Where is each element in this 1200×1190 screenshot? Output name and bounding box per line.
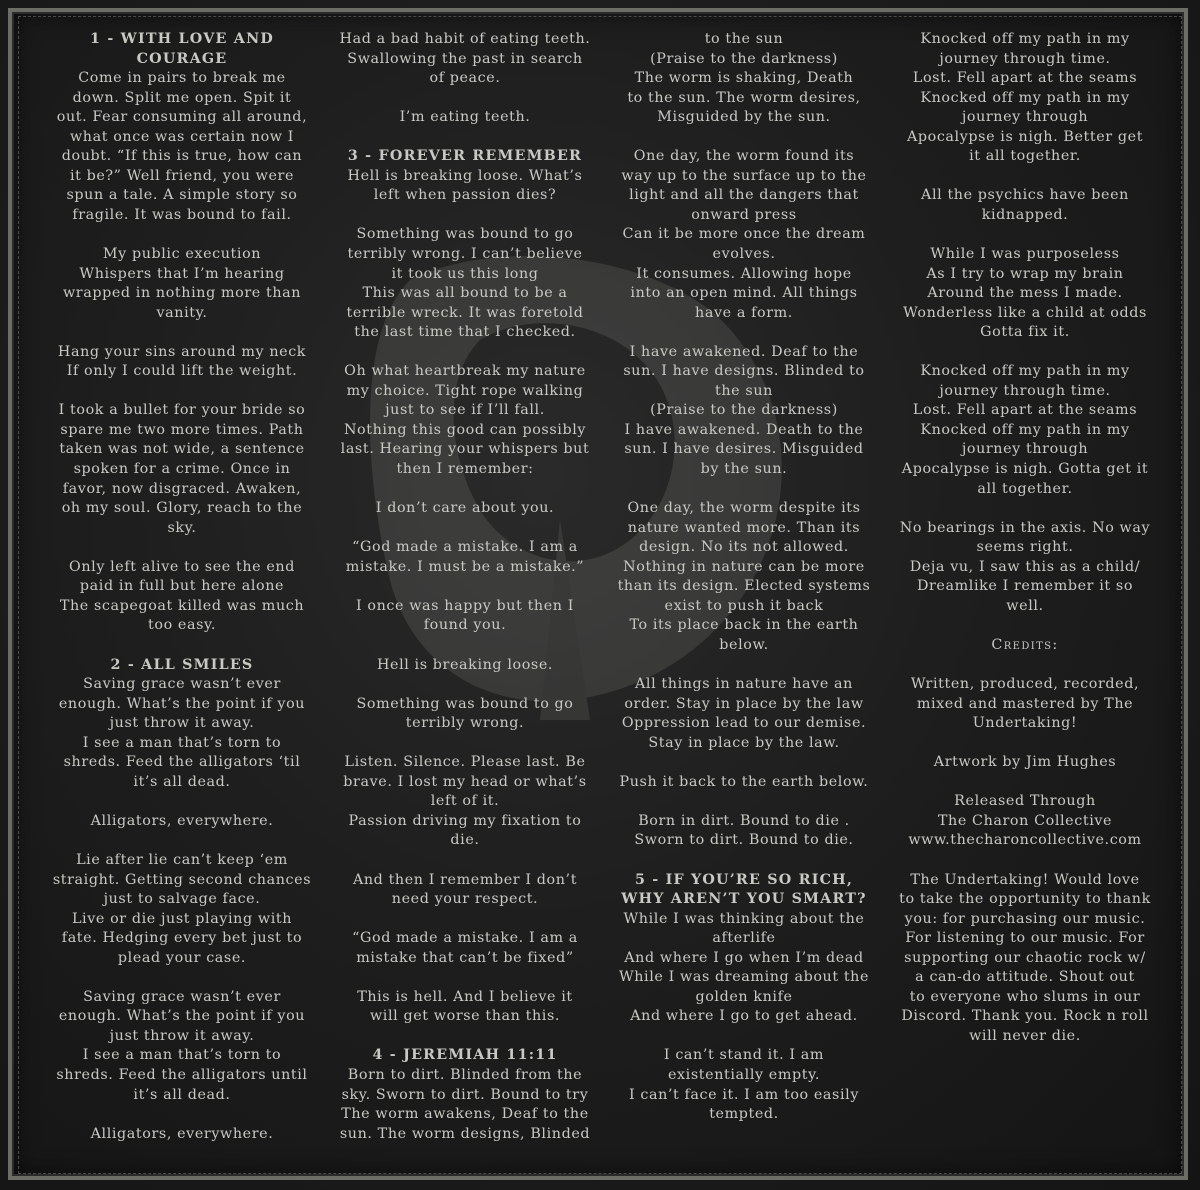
text-line: To its place back in the earth — [629, 617, 859, 634]
text-line: just to see if I’ll fall. — [385, 402, 545, 419]
text-line: evolves. — [712, 246, 776, 263]
text-line: Born to dirt. Blinded from the — [347, 1066, 583, 1083]
lyric-stanza — [334, 167, 596, 206]
text-line: Listen. Silence. Please last. Be — [344, 754, 586, 771]
text-line: Nothing in nature can be more — [623, 558, 865, 575]
text-line: the last time that I checked. — [354, 324, 576, 341]
text-line: And then I remember I don’t — [352, 871, 578, 888]
text-line: vanity. — [156, 304, 208, 321]
text-line: to take the opportunity to thank — [899, 891, 1151, 908]
text-line: Wonderless like a child at odds — [903, 304, 1147, 321]
text-line: Knocked off my path in my — [920, 89, 1130, 106]
lyric-stanza — [334, 988, 596, 1027]
text-line: mixed and mastered by The — [916, 695, 1134, 712]
text-line: Stay in place by the law. — [648, 734, 840, 751]
text-line: Alligators, everywhere. — [90, 1125, 274, 1142]
text-line: found you. — [423, 617, 507, 634]
lyric-stanza — [334, 108, 596, 128]
text-line: Knocked off my path in my — [920, 31, 1130, 47]
text-line: it all together. — [969, 148, 1081, 165]
text-line: Discord. Thank you. Rock n roll — [901, 1008, 1149, 1025]
lyric-stanza — [51, 245, 313, 323]
text-line: favor, now disgraced. Awaken, — [62, 480, 302, 497]
column-4 — [894, 30, 1156, 1066]
text-line: order. Stay in place by the law — [624, 695, 864, 712]
text-line: Artwork by Jim Hughes — [933, 754, 1117, 771]
lyric-stanza — [51, 1125, 313, 1145]
lyric-stanza — [894, 753, 1156, 773]
text-line: As I try to wrap my brain — [926, 265, 1124, 282]
text-line: Deja vu, I saw this as a child/ — [909, 558, 1141, 575]
text-line: One day, the worm despite its — [627, 500, 861, 517]
lyric-stanza — [613, 812, 875, 851]
text-line: out. Fear consuming all around, — [56, 109, 308, 126]
text-line: sun. I have desires. Misguided — [624, 441, 864, 458]
text-line: I took a bullet for your bride so — [58, 402, 306, 419]
text-line: The scapegoat killed was much — [59, 597, 305, 614]
text-line: will get worse than this. — [369, 1008, 561, 1025]
text-line: Hang your sins around my neck — [57, 343, 307, 360]
text-line: to the sun — [704, 31, 784, 47]
text-line: it took us this long — [391, 265, 539, 282]
text-line: nature wanted more. Than its — [627, 519, 861, 536]
text-line: fragile. It was bound to fail. — [72, 206, 292, 223]
text-line: fate. Hedging every bet just to — [61, 930, 303, 947]
text-line: Credits: — [991, 636, 1059, 653]
lyric-stanza — [334, 225, 596, 342]
text-line: Alligators, everywhere. — [90, 812, 274, 829]
text-line: just to salvage face. — [103, 891, 261, 908]
lyric-stanza — [613, 910, 875, 1027]
text-line: Saving grace wasn’t ever — [83, 676, 281, 693]
text-line: journey through — [961, 441, 1089, 458]
text-line: light and all the dangers that — [629, 187, 859, 204]
text-line: While I was dreaming about the — [618, 969, 870, 986]
text-line: 4 - JEREMIAH 11:11 — [372, 1047, 558, 1064]
lyric-stanza — [51, 812, 313, 832]
lyric-stanza — [894, 871, 1156, 1047]
text-line: I can’t face it. I am too easily — [628, 1086, 860, 1103]
text-line: Lost. Fell apart at the seams — [912, 402, 1138, 419]
text-line: mistake that can’t be fixed” — [356, 949, 574, 966]
column-2 — [334, 30, 596, 1164]
text-line: Around the mess I made. — [927, 285, 1123, 302]
text-line: 2 - ALL SMILES — [110, 656, 254, 673]
text-line: sun. The worm designs, Blinded — [339, 1125, 591, 1142]
text-line: journey through time. — [939, 382, 1111, 399]
lyric-stanza — [613, 30, 875, 128]
text-line: enough. What’s the point if you — [58, 1008, 306, 1025]
text-line: Swallowing the past in search — [347, 50, 583, 67]
column-3 — [613, 30, 875, 1144]
text-line: All things in nature have an — [635, 676, 853, 693]
text-line: Live or die just playing with — [71, 910, 293, 927]
text-line: Sworn to dirt. Bound to die. — [634, 832, 854, 849]
text-line: Lie after lie can’t keep ‘em — [76, 851, 288, 868]
lyric-stanza — [334, 753, 596, 851]
text-line: I see a man that’s torn to — [82, 734, 282, 751]
text-line: wrapped in nothing more than — [62, 285, 302, 302]
text-line: This is hell. And I believe it — [357, 988, 573, 1005]
text-line: Born in dirt. Bound to die . — [638, 812, 850, 829]
text-line: too easy. — [148, 617, 216, 634]
text-line: Something was bound to go — [356, 695, 574, 712]
text-line: No bearings in the axis. No way — [899, 519, 1151, 536]
lyric-stanza — [51, 675, 313, 792]
lyric-stanza — [894, 186, 1156, 225]
text-line: Whispers that I’m hearing — [79, 265, 285, 282]
text-line: what once was certain now I — [69, 128, 295, 145]
text-line: WHY AREN’T YOU SMART? — [621, 891, 867, 908]
text-line: All the psychics have been — [921, 187, 1129, 204]
text-line: kidnapped. — [981, 206, 1069, 223]
lyric-stanza — [894, 792, 1156, 851]
text-line: into an open mind. All things — [630, 285, 858, 302]
text-line: oh my soul. Glory, reach to the — [61, 500, 303, 517]
text-line: design. No its not allowed. — [639, 539, 849, 556]
text-line: The worm is shaking, Death — [634, 70, 854, 87]
text-line: existentially empty. — [667, 1066, 821, 1083]
text-line: COURAGE — [136, 50, 228, 67]
text-line: it’s all dead. — [133, 773, 231, 790]
lyric-stanza — [894, 245, 1156, 343]
text-line: This was all bound to be a — [362, 285, 568, 302]
text-line: “God made a mistake. I am a — [352, 930, 578, 947]
lyric-stanza — [613, 773, 875, 793]
lyric-stanza — [894, 675, 1156, 734]
text-line: mistake. I must be a mistake.” — [345, 558, 585, 575]
text-line: The Undertaking! Would love — [910, 871, 1140, 888]
text-line: Saving grace wasn’t ever — [83, 988, 281, 1005]
text-line: a can-do attitude. Shout out — [915, 969, 1135, 986]
text-line: Written, produced, recorded, — [910, 676, 1140, 693]
text-line: I once was happy but then I — [356, 597, 574, 614]
text-line: left when passion dies? — [373, 187, 557, 204]
text-line: than its design. Elected systems — [617, 578, 871, 595]
lyric-stanza — [334, 30, 596, 89]
text-line: Oppression lead to our demise. — [621, 715, 867, 732]
text-line: onward press — [691, 206, 797, 223]
text-line: It consumes. Allowing hope — [636, 265, 852, 282]
text-line: (Praise to the darkness) — [650, 402, 838, 419]
lyric-stanza — [894, 362, 1156, 499]
text-line: sky. — [167, 519, 197, 536]
text-line: “God made a mistake. I am a — [352, 539, 578, 556]
text-line: need your respect. — [391, 891, 539, 908]
text-line: spoken for a crime. Once in — [73, 461, 291, 478]
text-line: of peace. — [429, 70, 501, 87]
lyric-stanza — [894, 519, 1156, 617]
text-line: terribly wrong. — [405, 715, 525, 732]
text-line: die. — [450, 832, 480, 849]
text-line: Push it back to the earth below. — [619, 773, 869, 790]
lyric-stanza — [613, 343, 875, 480]
lyric-stanza — [51, 851, 313, 968]
text-line: last. Hearing your whispers but — [340, 441, 590, 458]
lyric-stanza — [334, 871, 596, 910]
lyric-stanza — [51, 558, 313, 636]
text-line: brave. I lost my head or what’s — [343, 773, 587, 790]
text-line: Misguided by the sun. — [657, 109, 831, 126]
text-line: shreds. Feed the alligators until — [56, 1066, 308, 1083]
text-line: Released Through — [954, 793, 1096, 810]
text-line: Hell is breaking loose. — [376, 656, 554, 673]
text-line: exist to push it back — [664, 597, 824, 614]
credits-heading — [894, 636, 1156, 656]
text-line: taken was not wide, a sentence — [59, 441, 305, 458]
text-line: www.thecharoncollective.com — [908, 832, 1142, 849]
text-line: left of it. — [430, 793, 500, 810]
lyric-stanza — [334, 362, 596, 479]
text-line: Can it be more once the dream — [622, 226, 866, 243]
text-line: spun a tale. A simple story so — [66, 187, 298, 204]
text-line: Knocked off my path in my — [920, 363, 1130, 380]
text-line: then I remember: — [396, 461, 534, 478]
text-line: I don’t care about you. — [375, 500, 555, 517]
song-heading — [51, 30, 313, 69]
text-line: While I was thinking about the — [623, 910, 865, 927]
text-line: The worm awakens, Deaf to the — [341, 1106, 589, 1123]
text-line: straight. Getting second chances — [52, 871, 312, 888]
text-line: Come in pairs to break me — [78, 70, 286, 87]
lyric-stanza — [51, 343, 313, 382]
lyric-stanza — [334, 656, 596, 676]
text-line: The Charon Collective — [937, 812, 1113, 829]
text-line: Hell is breaking loose. What’s — [347, 167, 583, 184]
text-line: journey through time. — [939, 50, 1111, 67]
text-line: 3 - FOREVER REMEMBER — [347, 148, 583, 165]
text-line: doubt. “If this is true, how can — [61, 148, 303, 165]
text-line: the sun — [715, 382, 773, 399]
text-line: just throw it away. — [109, 1027, 255, 1044]
text-line: plead your case. — [117, 949, 247, 966]
text-line: to the sun. The worm desires, — [627, 89, 861, 106]
text-line: it’s all dead. — [133, 1086, 231, 1103]
lyric-stanza — [334, 499, 596, 519]
text-line: sky. Sworn to dirt. Bound to try — [341, 1086, 589, 1103]
text-line: And where I go when I’m dead — [624, 949, 864, 966]
lyric-stanza — [51, 401, 313, 538]
text-line: just throw it away. — [109, 715, 255, 732]
text-line: Oh what heartbreak my nature — [344, 363, 586, 380]
text-line: journey through — [961, 109, 1089, 126]
text-line: shreds. Feed the alligators ‘til — [63, 754, 301, 771]
text-line: my choice. Tight rope walking — [346, 382, 584, 399]
lyric-stanza — [334, 1066, 596, 1144]
text-line: Lost. Fell apart at the seams — [912, 70, 1138, 87]
lyric-stanza — [334, 695, 596, 734]
lyric-stanza — [613, 675, 875, 753]
lyric-stanza — [334, 538, 596, 577]
lyric-stanza — [894, 30, 1156, 167]
text-line: will never die. — [969, 1027, 1081, 1044]
text-line: Only left alive to see the end — [69, 558, 295, 575]
text-line: below. — [719, 636, 769, 653]
text-line: 5 - IF YOU’RE SO RICH, — [634, 871, 854, 888]
lyric-stanza — [613, 147, 875, 323]
column-1 — [51, 30, 313, 1164]
lyric-stanza — [51, 988, 313, 1105]
text-line: Knocked off my path in my — [920, 421, 1130, 438]
text-line: 1 - WITH LOVE AND — [90, 31, 274, 47]
text-line: you: for purchasing our music. — [904, 910, 1146, 927]
song-heading — [613, 871, 875, 910]
text-line: Had a bad habit of eating teeth. — [339, 31, 591, 47]
text-line: seems right. — [976, 539, 1074, 556]
lyric-stanza — [334, 929, 596, 968]
text-line: Apocalypse is nigh. Gotta get it — [901, 461, 1149, 478]
text-line: I have awakened. Deaf to the — [629, 343, 859, 360]
song-heading — [334, 147, 596, 167]
text-line: paid in full but here alone — [79, 578, 285, 595]
text-line: to everyone who slums in our — [909, 988, 1141, 1005]
lyric-stanza — [613, 499, 875, 655]
text-line: I see a man that’s torn to — [82, 1047, 282, 1064]
text-line: terribly wrong. I can’t believe — [347, 246, 583, 263]
text-line: I can’t stand it. I am — [663, 1047, 825, 1064]
text-line: well. — [1006, 597, 1044, 614]
text-line: supporting our chaotic rock w/ — [904, 949, 1146, 966]
text-line: While I was purposeless — [930, 246, 1120, 263]
text-line: Dreamlike I remember it so — [916, 578, 1134, 595]
text-line: Apocalypse is nigh. Better get — [906, 128, 1144, 145]
text-line: Gotta fix it. — [980, 324, 1070, 341]
text-line: For listening to our music. For — [905, 930, 1145, 947]
text-line: it be?” Well friend, you were — [69, 167, 295, 184]
text-line: Nothing this good can possibly — [343, 421, 587, 438]
text-line: Something was bound to go — [356, 226, 574, 243]
song-heading — [51, 656, 313, 676]
text-line: Passion driving my fixation to — [348, 812, 582, 829]
text-line: way up to the surface up to the — [621, 167, 867, 184]
song-heading — [334, 1046, 596, 1066]
lyric-stanza — [613, 1046, 875, 1124]
text-line: If only I could lift the weight. — [66, 363, 298, 380]
text-line: I have awakened. Death to the — [624, 421, 864, 438]
text-line: all together. — [977, 480, 1073, 497]
lyric-stanza — [51, 69, 313, 225]
text-line: by the sun. — [700, 461, 788, 478]
text-line: enough. What’s the point if you — [58, 695, 306, 712]
text-line: terrible wreck. It was foretold — [346, 304, 584, 321]
text-line: Undertaking! — [972, 715, 1078, 732]
text-line: afterlife — [712, 930, 776, 947]
text-line: One day, the worm found its — [633, 148, 855, 165]
text-line: My public execution — [102, 246, 262, 263]
text-line: sun. I have designs. Blinded to — [623, 363, 865, 380]
text-line: spare me two more times. Path — [60, 421, 304, 438]
text-line: have a form. — [695, 304, 793, 321]
text-line: down. Split me open. Spit it — [72, 89, 292, 106]
lyric-stanza — [334, 597, 596, 636]
text-line: And where I go to get ahead. — [630, 1008, 858, 1025]
text-line: tempted. — [709, 1106, 779, 1123]
text-line: golden knife — [695, 988, 793, 1005]
text-line: I’m eating teeth. — [399, 109, 531, 126]
text-line: (Praise to the darkness) — [650, 50, 838, 67]
